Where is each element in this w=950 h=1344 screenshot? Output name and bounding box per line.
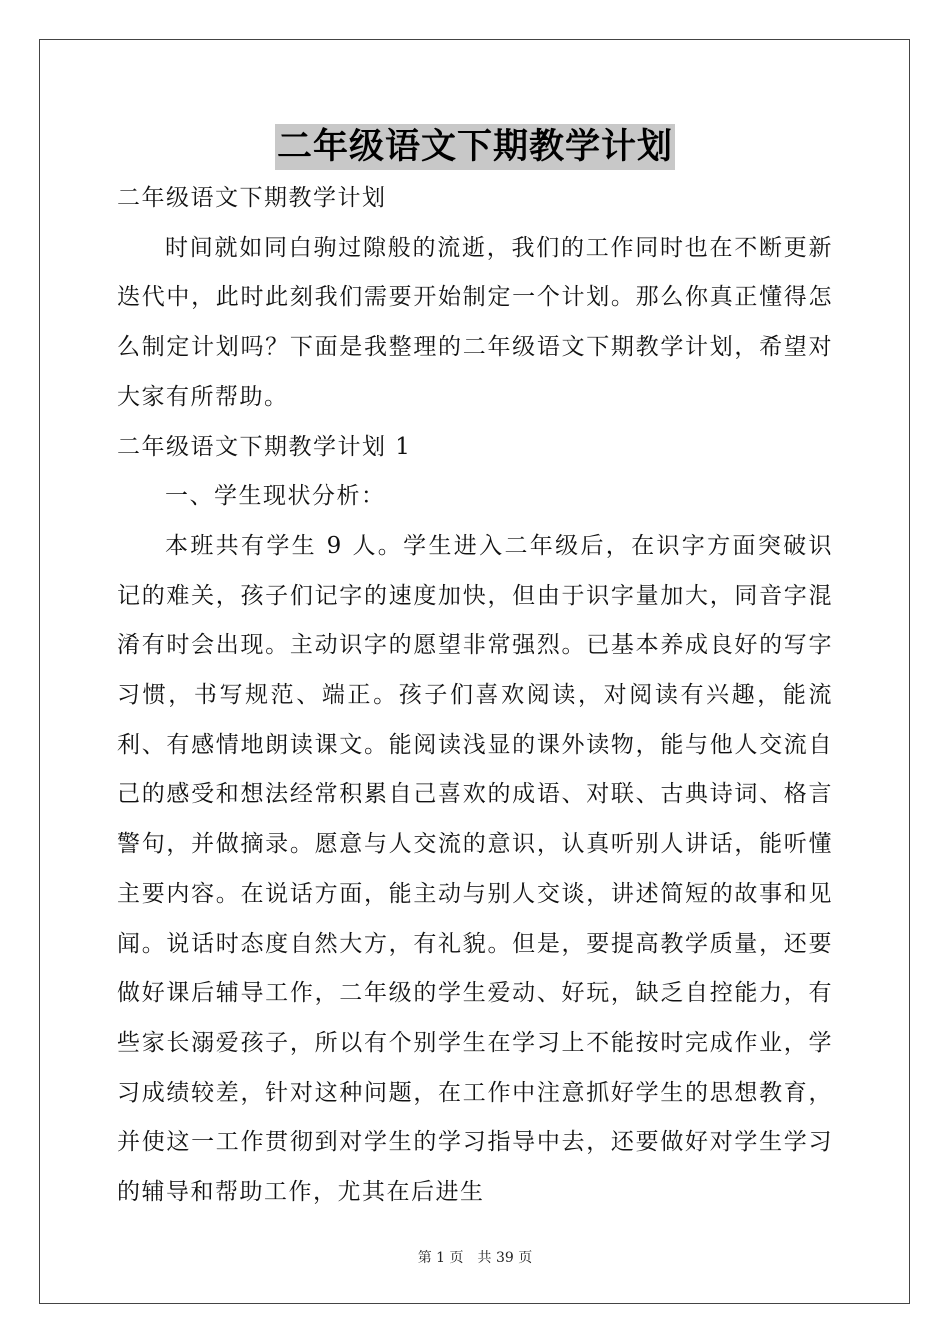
document-title: 二年级语文下期教学计划 xyxy=(275,124,675,170)
document-body xyxy=(117,174,833,1218)
section-heading: 二年级语文下期教学计划 1 xyxy=(117,433,412,460)
page-number: 第 1 页 xyxy=(417,1250,464,1266)
intro-paragraph: 时间就如同白驹过隙般的流逝，我们的工作同时也在不断更新迭代中，此时此刻我们需要开始制定一个计划。那么你真正懂得怎么制定计划吗？下面是我整理的二年级语文下期教学计划，希望对大家有所帮助。 xyxy=(117,234,833,410)
page-total: 共 39 页 xyxy=(477,1250,533,1266)
body-paragraph: 本班共有学生 9 人。学生进入二年级后，在识字方面突破识记的难关，孩子们记字的速度加快，但由于识字量加大，同音字混淆有时会出现。主动识字的愿望非常强烈。已基本养成良好的写字习惯，书写规范、端正。孩子们喜欢阅读，对阅读有兴趣，能流利、有感情地朗读课文。能阅读浅显的课外读物，能与他人交流自己的感受和想法经常积累自己喜欢的成语、对联、古典诗词、格言警句，并做摘录。愿意与人交流的意识，认真听别人讲话，能听懂主要内容。在说话方面，能主动与别人交谈，讲述简短的故事和见闻。说话时态度自然大方，有礼貌。但是，要提高教学质量，还要做好课后辅导工作，二年级的学生爱动、好玩，缺乏自控能力，有些家长溺爱孩子，所以有个别学生在学习上不能按时完成作业，学习成绩较差，针对这种问题，在工作中注意抓好学生的思想教育，并使这一工作贯彻到对学生的学习指导中去，还要做好对学生学习的辅导和帮助工作，尤其在后进生 xyxy=(117,532,833,1206)
subsection-heading: 一、学生现状分析： xyxy=(165,483,386,510)
page-footer xyxy=(0,1247,950,1267)
subtitle-paragraph: 二年级语文下期教学计划 xyxy=(117,185,387,211)
title-container xyxy=(0,124,950,170)
